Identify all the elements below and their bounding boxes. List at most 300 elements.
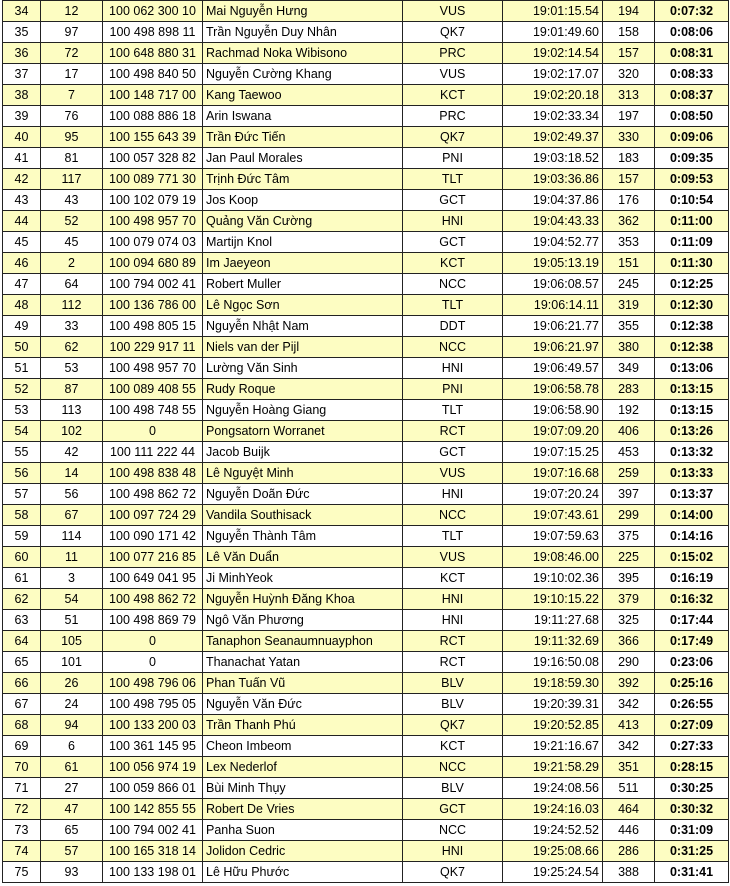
uci-id-cell: 0 xyxy=(103,631,203,652)
finish-time-cell: 19:04:43.33 xyxy=(503,211,603,232)
rank-cell: 73 xyxy=(3,820,41,841)
time-gap-cell: 0:17:49 xyxy=(655,631,729,652)
time-gap-cell: 0:09:35 xyxy=(655,148,729,169)
finish-time-cell: 19:02:33.34 xyxy=(503,106,603,127)
time-gap-cell: 0:13:15 xyxy=(655,379,729,400)
team-code-cell: PRC xyxy=(403,43,503,64)
rank-cell: 60 xyxy=(3,547,41,568)
bib-cell: 97 xyxy=(41,22,103,43)
finish-time-cell: 19:21:16.67 xyxy=(503,736,603,757)
uci-id-cell: 100 498 898 11 xyxy=(103,22,203,43)
rank-cell: 74 xyxy=(3,841,41,862)
rank-cell: 66 xyxy=(3,673,41,694)
rider-name-cell: Arin Iswana xyxy=(203,106,403,127)
rank-cell: 63 xyxy=(3,610,41,631)
time-gap-cell: 0:27:09 xyxy=(655,715,729,736)
team-code-cell: GCT xyxy=(403,442,503,463)
points-cell: 319 xyxy=(603,295,655,316)
finish-time-cell: 19:03:36.86 xyxy=(503,169,603,190)
table-row xyxy=(3,505,729,526)
team-code-cell: HNI xyxy=(403,589,503,610)
table-row xyxy=(3,337,729,358)
bib-cell: 14 xyxy=(41,463,103,484)
points-cell: 464 xyxy=(603,799,655,820)
rank-cell: 71 xyxy=(3,778,41,799)
uci-id-cell: 100 498 795 05 xyxy=(103,694,203,715)
points-cell: 259 xyxy=(603,463,655,484)
uci-id-cell: 100 148 717 00 xyxy=(103,85,203,106)
finish-time-cell: 19:04:52.77 xyxy=(503,232,603,253)
rider-name-cell: Jos Koop xyxy=(203,190,403,211)
finish-time-cell: 19:04:37.86 xyxy=(503,190,603,211)
rank-cell: 72 xyxy=(3,799,41,820)
uci-id-cell: 100 794 002 41 xyxy=(103,274,203,295)
finish-time-cell: 19:20:39.31 xyxy=(503,694,603,715)
bib-cell: 64 xyxy=(41,274,103,295)
finish-time-cell: 19:24:08.56 xyxy=(503,778,603,799)
bib-cell: 3 xyxy=(41,568,103,589)
finish-time-cell: 19:10:02.36 xyxy=(503,568,603,589)
time-gap-cell: 0:30:25 xyxy=(655,778,729,799)
points-cell: 299 xyxy=(603,505,655,526)
table-row xyxy=(3,736,729,757)
team-code-cell: QK7 xyxy=(403,862,503,883)
rank-cell: 43 xyxy=(3,190,41,211)
team-code-cell: NCC xyxy=(403,505,503,526)
points-cell: 330 xyxy=(603,127,655,148)
rank-cell: 41 xyxy=(3,148,41,169)
rank-cell: 38 xyxy=(3,85,41,106)
rider-name-cell: Niels van der Pijl xyxy=(203,337,403,358)
table-row xyxy=(3,274,729,295)
team-code-cell: KCT xyxy=(403,85,503,106)
bib-cell: 72 xyxy=(41,43,103,64)
time-gap-cell: 0:28:15 xyxy=(655,757,729,778)
uci-id-cell: 100 088 886 18 xyxy=(103,106,203,127)
rank-cell: 59 xyxy=(3,526,41,547)
table-row xyxy=(3,694,729,715)
uci-id-cell: 100 102 079 19 xyxy=(103,190,203,211)
bib-cell: 51 xyxy=(41,610,103,631)
finish-time-cell: 19:06:21.77 xyxy=(503,316,603,337)
rider-name-cell: Ngô Văn Phương xyxy=(203,610,403,631)
time-gap-cell: 0:16:32 xyxy=(655,589,729,610)
time-gap-cell: 0:31:41 xyxy=(655,862,729,883)
team-code-cell: GCT xyxy=(403,799,503,820)
results-body xyxy=(3,1,729,883)
time-gap-cell: 0:25:16 xyxy=(655,673,729,694)
bib-cell: 102 xyxy=(41,421,103,442)
team-code-cell: GCT xyxy=(403,190,503,211)
uci-id-cell: 100 094 680 89 xyxy=(103,253,203,274)
time-gap-cell: 0:08:06 xyxy=(655,22,729,43)
bib-cell: 95 xyxy=(41,127,103,148)
bib-cell: 94 xyxy=(41,715,103,736)
bib-cell: 11 xyxy=(41,547,103,568)
rank-cell: 39 xyxy=(3,106,41,127)
rider-name-cell: Nguyễn Doãn Đức xyxy=(203,484,403,505)
points-cell: 362 xyxy=(603,211,655,232)
points-cell: 446 xyxy=(603,820,655,841)
team-code-cell: PNI xyxy=(403,148,503,169)
bib-cell: 53 xyxy=(41,358,103,379)
team-code-cell: GCT xyxy=(403,232,503,253)
table-row xyxy=(3,820,729,841)
bib-cell: 67 xyxy=(41,505,103,526)
time-gap-cell: 0:14:16 xyxy=(655,526,729,547)
bib-cell: 65 xyxy=(41,820,103,841)
bib-cell: 57 xyxy=(41,841,103,862)
bib-cell: 47 xyxy=(41,799,103,820)
uci-id-cell: 100 498 840 50 xyxy=(103,64,203,85)
table-row xyxy=(3,127,729,148)
rank-cell: 55 xyxy=(3,442,41,463)
rank-cell: 61 xyxy=(3,568,41,589)
finish-time-cell: 19:06:58.90 xyxy=(503,400,603,421)
time-gap-cell: 0:17:44 xyxy=(655,610,729,631)
rank-cell: 64 xyxy=(3,631,41,652)
bib-cell: 54 xyxy=(41,589,103,610)
rider-name-cell: Thanachat Yatan xyxy=(203,652,403,673)
table-row xyxy=(3,421,729,442)
bib-cell: 24 xyxy=(41,694,103,715)
uci-id-cell: 0 xyxy=(103,652,203,673)
table-row xyxy=(3,85,729,106)
rank-cell: 34 xyxy=(3,1,41,22)
points-cell: 395 xyxy=(603,568,655,589)
table-row xyxy=(3,106,729,127)
results-table xyxy=(2,0,729,883)
bib-cell: 105 xyxy=(41,631,103,652)
time-gap-cell: 0:13:33 xyxy=(655,463,729,484)
finish-time-cell: 19:25:08.66 xyxy=(503,841,603,862)
finish-time-cell: 19:02:14.54 xyxy=(503,43,603,64)
team-code-cell: NCC xyxy=(403,337,503,358)
points-cell: 313 xyxy=(603,85,655,106)
time-gap-cell: 0:09:53 xyxy=(655,169,729,190)
bib-cell: 27 xyxy=(41,778,103,799)
time-gap-cell: 0:09:06 xyxy=(655,127,729,148)
bib-cell: 87 xyxy=(41,379,103,400)
bib-cell: 114 xyxy=(41,526,103,547)
time-gap-cell: 0:30:32 xyxy=(655,799,729,820)
rider-name-cell: Tanaphon Seanaumnuayphon xyxy=(203,631,403,652)
points-cell: 197 xyxy=(603,106,655,127)
rider-name-cell: Lê Văn Duẩn xyxy=(203,547,403,568)
time-gap-cell: 0:12:25 xyxy=(655,274,729,295)
finish-time-cell: 19:07:43.61 xyxy=(503,505,603,526)
bib-cell: 81 xyxy=(41,148,103,169)
time-gap-cell: 0:13:06 xyxy=(655,358,729,379)
rank-cell: 56 xyxy=(3,463,41,484)
finish-time-cell: 19:02:49.37 xyxy=(503,127,603,148)
time-gap-cell: 0:11:30 xyxy=(655,253,729,274)
rank-cell: 45 xyxy=(3,232,41,253)
time-gap-cell: 0:15:02 xyxy=(655,547,729,568)
time-gap-cell: 0:14:00 xyxy=(655,505,729,526)
table-row xyxy=(3,295,729,316)
points-cell: 453 xyxy=(603,442,655,463)
table-row xyxy=(3,526,729,547)
bib-cell: 6 xyxy=(41,736,103,757)
team-code-cell: RCT xyxy=(403,631,503,652)
finish-time-cell: 19:05:13.19 xyxy=(503,253,603,274)
bib-cell: 17 xyxy=(41,64,103,85)
team-code-cell: QK7 xyxy=(403,127,503,148)
team-code-cell: KCT xyxy=(403,736,503,757)
points-cell: 157 xyxy=(603,169,655,190)
finish-time-cell: 19:01:49.60 xyxy=(503,22,603,43)
rank-cell: 49 xyxy=(3,316,41,337)
uci-id-cell: 100 056 974 19 xyxy=(103,757,203,778)
points-cell: 283 xyxy=(603,379,655,400)
uci-id-cell: 100 649 041 95 xyxy=(103,568,203,589)
table-row xyxy=(3,547,729,568)
table-row xyxy=(3,316,729,337)
bib-cell: 42 xyxy=(41,442,103,463)
team-code-cell: RCT xyxy=(403,652,503,673)
table-row xyxy=(3,22,729,43)
uci-id-cell: 100 133 200 03 xyxy=(103,715,203,736)
table-row xyxy=(3,442,729,463)
team-code-cell: TLT xyxy=(403,526,503,547)
points-cell: 349 xyxy=(603,358,655,379)
points-cell: 183 xyxy=(603,148,655,169)
points-cell: 379 xyxy=(603,589,655,610)
table-row xyxy=(3,862,729,883)
uci-id-cell: 100 498 748 55 xyxy=(103,400,203,421)
finish-time-cell: 19:02:17.07 xyxy=(503,64,603,85)
table-row xyxy=(3,253,729,274)
rider-name-cell: Mai Nguyễn Hưng xyxy=(203,1,403,22)
uci-id-cell: 100 498 796 06 xyxy=(103,673,203,694)
team-code-cell: BLV xyxy=(403,778,503,799)
finish-time-cell: 19:06:08.57 xyxy=(503,274,603,295)
rider-name-cell: Nguyễn Hoàng Giang xyxy=(203,400,403,421)
time-gap-cell: 0:13:15 xyxy=(655,400,729,421)
finish-time-cell: 19:01:15.54 xyxy=(503,1,603,22)
table-row xyxy=(3,232,729,253)
rider-name-cell: Im Jaeyeon xyxy=(203,253,403,274)
points-cell: 192 xyxy=(603,400,655,421)
points-cell: 413 xyxy=(603,715,655,736)
finish-time-cell: 19:18:59.30 xyxy=(503,673,603,694)
uci-id-cell: 100 498 805 15 xyxy=(103,316,203,337)
bib-cell: 62 xyxy=(41,337,103,358)
rider-name-cell: Trần Thanh Phú xyxy=(203,715,403,736)
rider-name-cell: Robert De Vries xyxy=(203,799,403,820)
rider-name-cell: Panha Suon xyxy=(203,820,403,841)
rider-name-cell: Phan Tuấn Vũ xyxy=(203,673,403,694)
bib-cell: 56 xyxy=(41,484,103,505)
uci-id-cell: 100 142 855 55 xyxy=(103,799,203,820)
table-row xyxy=(3,631,729,652)
rider-name-cell: Bùi Minh Thụy xyxy=(203,778,403,799)
time-gap-cell: 0:11:09 xyxy=(655,232,729,253)
uci-id-cell: 100 090 171 42 xyxy=(103,526,203,547)
team-code-cell: QK7 xyxy=(403,715,503,736)
uci-id-cell: 100 077 216 85 xyxy=(103,547,203,568)
table-row xyxy=(3,568,729,589)
team-code-cell: NCC xyxy=(403,757,503,778)
points-cell: 351 xyxy=(603,757,655,778)
time-gap-cell: 0:13:32 xyxy=(655,442,729,463)
rider-name-cell: Cheon Imbeom xyxy=(203,736,403,757)
rider-name-cell: Lường Văn Sinh xyxy=(203,358,403,379)
uci-id-cell: 100 361 145 95 xyxy=(103,736,203,757)
table-row xyxy=(3,715,729,736)
finish-time-cell: 19:06:49.57 xyxy=(503,358,603,379)
uci-id-cell: 100 229 917 11 xyxy=(103,337,203,358)
rank-cell: 40 xyxy=(3,127,41,148)
uci-id-cell: 100 498 862 72 xyxy=(103,484,203,505)
team-code-cell: TLT xyxy=(403,400,503,421)
table-row xyxy=(3,673,729,694)
table-row xyxy=(3,778,729,799)
uci-id-cell: 100 133 198 01 xyxy=(103,862,203,883)
time-gap-cell: 0:13:37 xyxy=(655,484,729,505)
finish-time-cell: 19:11:27.68 xyxy=(503,610,603,631)
time-gap-cell: 0:08:31 xyxy=(655,43,729,64)
team-code-cell: HNI xyxy=(403,610,503,631)
uci-id-cell: 100 498 838 48 xyxy=(103,463,203,484)
time-gap-cell: 0:07:32 xyxy=(655,1,729,22)
finish-time-cell: 19:06:14.11 xyxy=(503,295,603,316)
rank-cell: 48 xyxy=(3,295,41,316)
rank-cell: 70 xyxy=(3,757,41,778)
team-code-cell: KCT xyxy=(403,568,503,589)
bib-cell: 12 xyxy=(41,1,103,22)
time-gap-cell: 0:16:19 xyxy=(655,568,729,589)
points-cell: 342 xyxy=(603,694,655,715)
rider-name-cell: Nguyễn Cường Khang xyxy=(203,64,403,85)
uci-id-cell: 100 155 643 39 xyxy=(103,127,203,148)
points-cell: 194 xyxy=(603,1,655,22)
rider-name-cell: Jolidon Cedric xyxy=(203,841,403,862)
rank-cell: 36 xyxy=(3,43,41,64)
points-cell: 392 xyxy=(603,673,655,694)
team-code-cell: QK7 xyxy=(403,22,503,43)
points-cell: 158 xyxy=(603,22,655,43)
rider-name-cell: Rudy Roque xyxy=(203,379,403,400)
uci-id-cell: 100 089 771 30 xyxy=(103,169,203,190)
table-row xyxy=(3,169,729,190)
team-code-cell: KCT xyxy=(403,253,503,274)
uci-id-cell: 100 498 957 70 xyxy=(103,211,203,232)
points-cell: 225 xyxy=(603,547,655,568)
points-cell: 375 xyxy=(603,526,655,547)
table-row xyxy=(3,484,729,505)
rider-name-cell: Jan Paul Morales xyxy=(203,148,403,169)
rank-cell: 65 xyxy=(3,652,41,673)
uci-id-cell: 100 648 880 31 xyxy=(103,43,203,64)
finish-time-cell: 19:03:18.52 xyxy=(503,148,603,169)
table-row xyxy=(3,463,729,484)
points-cell: 511 xyxy=(603,778,655,799)
rider-name-cell: Nguyễn Huỳnh Đăng Khoa xyxy=(203,589,403,610)
rank-cell: 35 xyxy=(3,22,41,43)
team-code-cell: PNI xyxy=(403,379,503,400)
rider-name-cell: Nguyễn Văn Đức xyxy=(203,694,403,715)
rider-name-cell: Trần Nguyễn Duy Nhân xyxy=(203,22,403,43)
rider-name-cell: Vandila Southisack xyxy=(203,505,403,526)
finish-time-cell: 19:07:16.68 xyxy=(503,463,603,484)
rank-cell: 52 xyxy=(3,379,41,400)
bib-cell: 101 xyxy=(41,652,103,673)
table-row xyxy=(3,1,729,22)
rider-name-cell: Robert Muller xyxy=(203,274,403,295)
rider-name-cell: Lê Ngọc Sơn xyxy=(203,295,403,316)
points-cell: 286 xyxy=(603,841,655,862)
time-gap-cell: 0:08:37 xyxy=(655,85,729,106)
rider-name-cell: Ji MinhYeok xyxy=(203,568,403,589)
points-cell: 388 xyxy=(603,862,655,883)
team-code-cell: PRC xyxy=(403,106,503,127)
finish-time-cell: 19:06:21.97 xyxy=(503,337,603,358)
team-code-cell: BLV xyxy=(403,673,503,694)
time-gap-cell: 0:08:50 xyxy=(655,106,729,127)
team-code-cell: DDT xyxy=(403,316,503,337)
team-code-cell: TLT xyxy=(403,295,503,316)
rank-cell: 67 xyxy=(3,694,41,715)
uci-id-cell: 100 498 862 72 xyxy=(103,589,203,610)
finish-time-cell: 19:25:24.54 xyxy=(503,862,603,883)
uci-id-cell: 100 057 328 82 xyxy=(103,148,203,169)
table-row xyxy=(3,799,729,820)
table-row xyxy=(3,610,729,631)
table-row xyxy=(3,757,729,778)
points-cell: 157 xyxy=(603,43,655,64)
rank-cell: 44 xyxy=(3,211,41,232)
team-code-cell: RCT xyxy=(403,421,503,442)
bib-cell: 117 xyxy=(41,169,103,190)
rider-name-cell: Jacob Buijk xyxy=(203,442,403,463)
finish-time-cell: 19:10:15.22 xyxy=(503,589,603,610)
rank-cell: 53 xyxy=(3,400,41,421)
bib-cell: 43 xyxy=(41,190,103,211)
finish-time-cell: 19:16:50.08 xyxy=(503,652,603,673)
points-cell: 320 xyxy=(603,64,655,85)
bib-cell: 52 xyxy=(41,211,103,232)
finish-time-cell: 19:24:16.03 xyxy=(503,799,603,820)
team-code-cell: VUS xyxy=(403,1,503,22)
uci-id-cell: 100 097 724 29 xyxy=(103,505,203,526)
time-gap-cell: 0:11:00 xyxy=(655,211,729,232)
rank-cell: 47 xyxy=(3,274,41,295)
rank-cell: 68 xyxy=(3,715,41,736)
uci-id-cell: 100 111 222 44 xyxy=(103,442,203,463)
team-code-cell: TLT xyxy=(403,169,503,190)
time-gap-cell: 0:23:06 xyxy=(655,652,729,673)
table-row xyxy=(3,148,729,169)
points-cell: 406 xyxy=(603,421,655,442)
points-cell: 290 xyxy=(603,652,655,673)
time-gap-cell: 0:10:54 xyxy=(655,190,729,211)
time-gap-cell: 0:27:33 xyxy=(655,736,729,757)
time-gap-cell: 0:08:33 xyxy=(655,64,729,85)
points-cell: 380 xyxy=(603,337,655,358)
time-gap-cell: 0:12:38 xyxy=(655,316,729,337)
team-code-cell: VUS xyxy=(403,64,503,85)
finish-time-cell: 19:06:58.78 xyxy=(503,379,603,400)
bib-cell: 7 xyxy=(41,85,103,106)
rider-name-cell: Lex Nederlof xyxy=(203,757,403,778)
table-row xyxy=(3,64,729,85)
uci-id-cell: 100 079 074 03 xyxy=(103,232,203,253)
uci-id-cell: 100 498 869 79 xyxy=(103,610,203,631)
uci-id-cell: 100 089 408 55 xyxy=(103,379,203,400)
bib-cell: 76 xyxy=(41,106,103,127)
